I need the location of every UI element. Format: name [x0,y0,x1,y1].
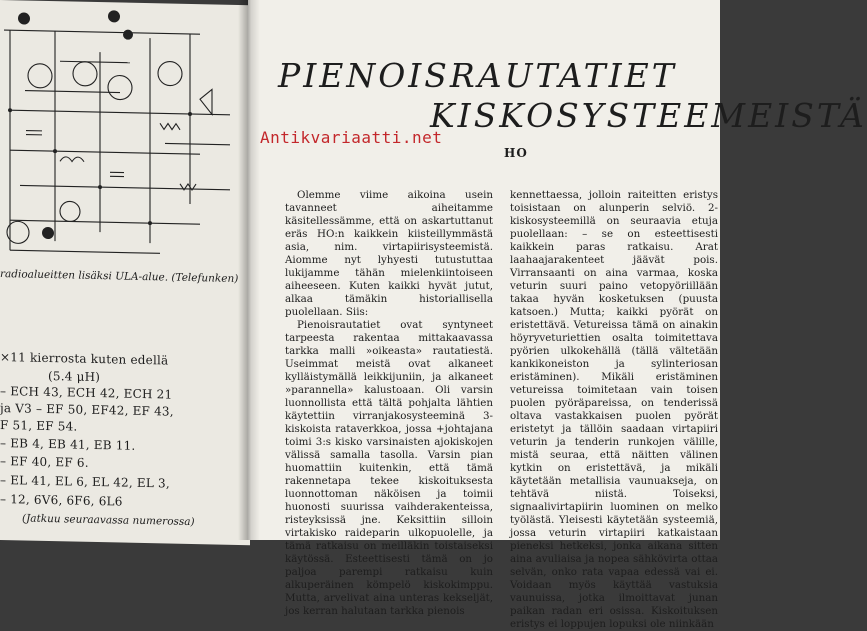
article-subheading: HO [504,146,528,160]
paragraph: Pienoisrautatiet ovat syntyneet tarpeesta rakentaa mittakaavassa tarkka malli »oikeasta» rautatiestä. Useimmat meistä ovat alkaneet kylläistymällä leikkijuniin, ja alkaneet »parannella» kalustoaan. Oli varsin luonnollista että tältä pohjalta lähtien käytettiin virranjakosysteeminä 3-kiskoista rataverkkoa, jossa +johtajana toimi 3:s kisko varsinaisten ajokiskojen välissä samalla tasolla. Varsin pian huomattiin kuitenkin, että tämä rakennetapa tekee kiskoituksesta luonnottoman näköisen ja toimii huonosti suurissa vaihderakenteissa, risteyksissä jne. Keksittiin silloin virtakisko raideparin ulkopuolelle, ja tämä ratkaisu on meilläkin toistaiseksi käytössä. Esteettisesti tämä on jo paljoa parempi ratkaisu kuin alkuperäinen kömpelö kiskokimppu. Mutta, arvelivat aina unteras kekseljät, jos kerran halutaan tarkka pienois [285,319,493,617]
tube-list-line: – ECH 43, ECH 42, ECH 21 [0,384,173,402]
paragraph: Olemme viime aikoina usein tavanneet aiheitamme käsitellessämme, että on askartuttanut eräs HO:n kaikkein kiisteillymmästä asia, nim. virtapiirisysteemistä. Aiomme nyt lyhyesti tutustuttaa lukijamme tähän mielenkiintoiseen aiheeseen. Kuten kaikki hyvät jutut, alkaa tämäkin historiallisella puolellaan. Siis: [285,189,493,318]
tube-list-line: ×11 kierrosta kuten edellä [0,350,169,368]
tube-list-line: (5.4 μH) [48,369,101,385]
book-gutter-shadow [238,0,260,540]
tube-list-line: – EF 40, EF 6. [0,454,89,470]
tube-list-line: – 12, 6V6, 6F6, 6L6 [0,492,123,509]
left-page [0,0,250,545]
radio-schematic-diagram [0,0,240,275]
article-title-line2: KISKOSYSTEEMEISTÄ [430,96,867,135]
text-column-1 [285,189,493,618]
right-page [248,0,867,630]
tube-list-line: ja V3 – EF 50, EF42, EF 43, [0,401,174,419]
paragraph: kennettaessa, jolloin raiteitten eristys toisistaan on alunperin selviö. 2-kiskosysteemillä on seuraavia etuja puolellaan: – se on esteettisesti kaikkein paras ratkaisu. Arat laahaajarakenteet jäävät pois. Virransaanti on aina varmaa, koska veturin suuri paino vetopyöriillään takaa hyvän kosketuksen (puusta katsoen.) Mutta; kaikki pyörät on eristettävä. Vetureissa tämä on ainakin höyryveturiettien osalta toimitettava pyörien ulkokehällä (tällä vältetään kankikoneiston ja sylinteriosan eristäminen). Mikäli eristäminen vetureissa toimitetaan vain toisen puolen pyöräpareissa, on tenderissä oltava vastakkaisen puolen pyörät eristetyt ja tällöin saadaan virtapiiri veturin ja tenderin runkojen välille, mistä seuraa, että näitten välinen kytkin on eristettävä, ja mikäli käytetään metallisia vaunuakseja, on tehtävä niistä. Toiseksi, signaalivirtapiirin luominen on melko työlästä. Yleisesti käytetään systeemiä, jossa veturin virtapiiri katkaistaan pieneksi hetkeksi, jonka aikana sitten aina avuliaisa ja nopea sähkövirta ottaa selvän, onko rata vapaa edessä vai ei. Voidaan myös käyttää vastuksia vaunuissa, jotka ilmoittavat junan paikan radan eri osissa. Kiskoituksen eristys ei loppujen lopuksi ole niinkään [510,189,718,630]
watermark-text: Antikvariaatti.net [260,128,443,147]
continued-note: (Jatkuu seuraavassa numerossa) [22,512,195,529]
tube-list-line: – EL 41, EL 6, EL 42, EL 3, [0,473,170,491]
text-column-2 [510,189,718,631]
tube-list-line: – EB 4, EB 41, EB 11. [0,436,136,453]
article-title-line1: PIENOISRAUTATIET [278,56,677,95]
tube-list-line: F 51, EF 54. [0,418,78,434]
figure-caption: radioalueitten lisäksi ULA-alue. (Telefunken) [0,268,239,285]
